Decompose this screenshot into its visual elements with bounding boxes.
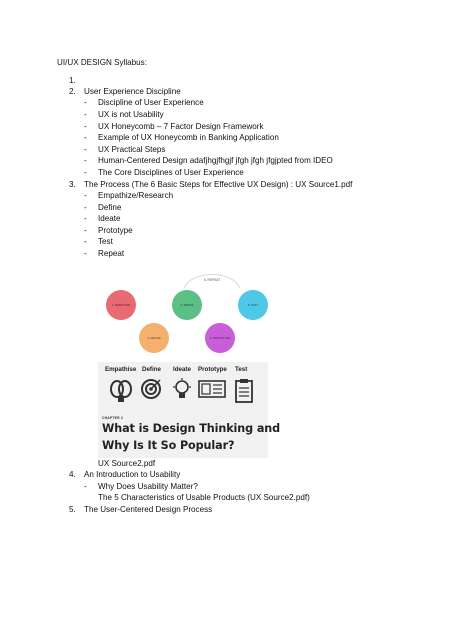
chapter-label: CHAPTER 2 xyxy=(102,416,124,420)
step-label-prototype: Prototype xyxy=(198,366,227,373)
list-item-text: The User-Centered Design Process xyxy=(84,505,213,514)
sub-item: Prototype xyxy=(98,226,133,235)
list-item-text: The Process (The 6 Basic Steps for Effective UX Design) : UX Source1.pdf xyxy=(84,180,353,189)
banner-title-line2: Why Is It So Popular? xyxy=(102,439,235,452)
test-label: 5. TEST xyxy=(247,303,259,307)
bullet-dash: - xyxy=(84,122,87,131)
step-label-ideate: Ideate xyxy=(173,366,191,373)
sub-item: UX Practical Steps xyxy=(98,145,166,154)
bullet-dash: - xyxy=(84,145,87,154)
sub-note: The 5 Characteristics of Usable Products (UX Source2.pdf) xyxy=(98,493,310,502)
bullet-dash: - xyxy=(84,98,87,107)
list-number: 1. xyxy=(69,76,76,85)
bullet-dash: - xyxy=(84,168,87,177)
list-number: 2. xyxy=(69,87,76,96)
image-caption: UX Source2.pdf xyxy=(98,459,156,468)
design-process-diagram xyxy=(100,268,280,360)
list-item-text: User Experience Discipline xyxy=(84,87,181,96)
bullet-dash: - xyxy=(84,156,87,165)
list-item-text: An Introduction to Usability xyxy=(84,470,181,479)
step-label-define: Define xyxy=(142,366,161,373)
empathize-label: 1. EMPATHIZE xyxy=(111,303,131,307)
repeat-label: 6. REPEAT xyxy=(203,278,221,282)
ideate-label: 3. IDEATE xyxy=(180,303,194,307)
bullet-dash: - xyxy=(84,203,87,212)
bullet-dash: - xyxy=(84,482,87,491)
sub-item: UX is not Usability xyxy=(98,110,164,119)
banner-title-line1: What is Design Thinking and xyxy=(102,422,281,435)
test-clipboard-icon xyxy=(234,378,254,404)
ideate-lightbulb-icon xyxy=(171,378,193,402)
bullet-dash: - xyxy=(84,237,87,246)
sub-item: Why Does Usability Matter? xyxy=(98,482,198,491)
design-thinking-banner xyxy=(98,362,281,458)
sub-item: Human-Centered Design adafjhgjfhgjf jfgh jfgh jfgjpted from IDEO xyxy=(98,156,333,165)
list-number: 3. xyxy=(69,180,76,189)
sub-item: The Core Disciplines of User Experience xyxy=(98,168,244,177)
prototype-icon xyxy=(198,378,226,400)
bullet-dash: - xyxy=(84,133,87,142)
list-number: 4. xyxy=(69,470,76,479)
empathise-icon xyxy=(108,378,134,404)
prototype-label: 4. PROTOTYPE xyxy=(209,336,231,340)
step-label-empathise: Empathise xyxy=(105,366,137,373)
syllabus-heading: UI/UX DESIGN Syllabus: xyxy=(57,58,147,67)
sub-item: Define xyxy=(98,203,122,212)
bullet-dash: - xyxy=(84,110,87,119)
bullet-dash: - xyxy=(84,226,87,235)
sub-item: Example of UX Honeycomb in Banking Application xyxy=(98,133,279,142)
sub-item: UX Honeycomb – 7 Factor Design Framework xyxy=(98,122,264,131)
sub-item: Ideate xyxy=(98,214,121,223)
sub-item: Test xyxy=(98,237,113,246)
define-label: 2. DEFINE xyxy=(147,336,161,340)
list-number: 5. xyxy=(69,505,76,514)
bullet-dash: - xyxy=(84,191,87,200)
sub-item: Discipline of User Experience xyxy=(98,98,204,107)
bullet-dash: - xyxy=(84,249,87,258)
define-target-icon xyxy=(140,378,162,400)
bullet-dash: - xyxy=(84,214,87,223)
sub-item: Repeat xyxy=(98,249,125,258)
step-label-test: Test xyxy=(235,366,248,373)
sub-item: Empathize/Research xyxy=(98,191,174,200)
